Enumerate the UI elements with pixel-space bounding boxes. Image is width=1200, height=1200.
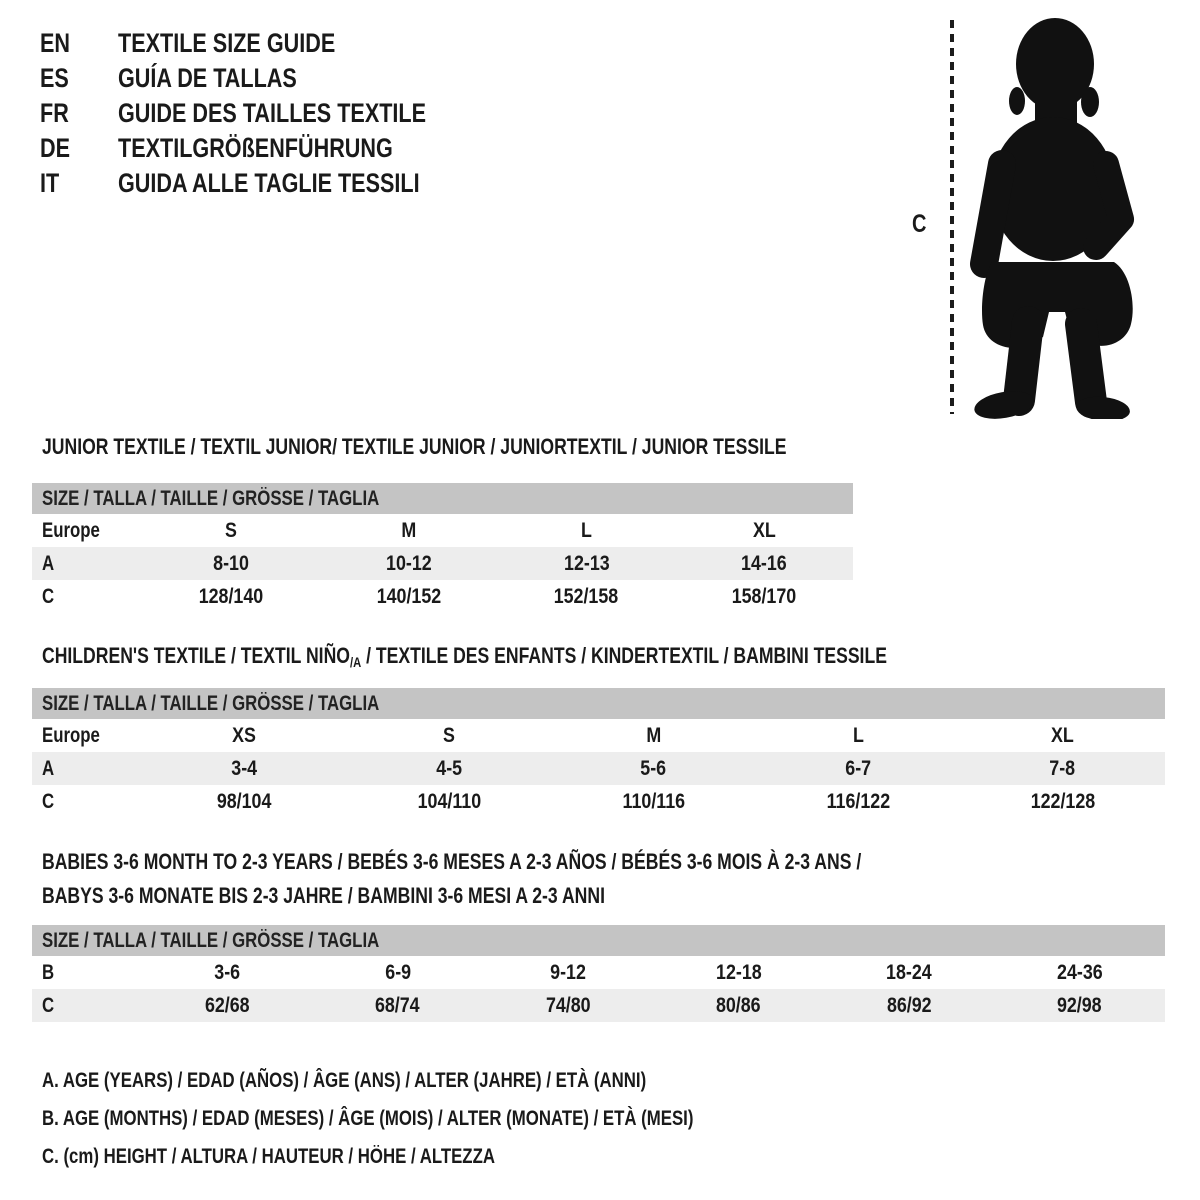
legend-line-c: C. (cm) HEIGHT / ALTURA / HAUTEUR / HÖHE / ALTEZZA <box>42 1145 495 1168</box>
size-header-label: SIZE / TALLA / TAILLE / GRÖSSE / TAGLIA <box>42 691 380 715</box>
measure-legend <box>42 1062 856 1176</box>
language-row-en <box>40 26 503 61</box>
height-cell: 104/110 <box>417 789 481 813</box>
toddler-silhouette <box>972 18 1133 419</box>
children-size-table <box>32 688 1165 818</box>
language-title: TEXTILGRÖßENFÜHRUNG <box>118 133 393 163</box>
legend-line-b: B. AGE (MONTHS) / EDAD (MESES) / ÂGE (MOIS) / ALTER (MONATE) / ETÀ (MESI) <box>42 1107 694 1130</box>
language-title: GUÍA DE TALLAS <box>118 63 297 93</box>
junior-size-table <box>32 483 853 613</box>
language-title-list <box>40 26 503 201</box>
size-cell: M <box>646 723 661 747</box>
size-header-bar <box>32 688 1165 719</box>
size-header-label: SIZE / TALLA / TAILLE / GRÖSSE / TAGLIA <box>42 928 380 952</box>
table-row-europe <box>32 514 853 547</box>
height-cell: 128/140 <box>198 584 264 608</box>
height-measure-label: C <box>912 210 927 238</box>
table-row-height <box>32 989 1165 1022</box>
height-cell: 98/104 <box>216 789 272 813</box>
size-cell: XL <box>1051 723 1075 747</box>
row-label: B <box>42 960 55 984</box>
height-cell: 116/122 <box>826 789 890 813</box>
table-row-age <box>32 752 1165 785</box>
height-cell: 158/170 <box>731 584 797 608</box>
age-cell: 10-12 <box>385 551 432 575</box>
row-label: A <box>42 756 55 780</box>
size-header-bar <box>32 925 1165 956</box>
months-cell: 6-9 <box>384 960 411 984</box>
row-label: C <box>42 789 55 813</box>
children-title-pre: CHILDREN'S TEXTILE / TEXTIL NIÑO <box>42 643 350 668</box>
age-cell: 7-8 <box>1049 756 1076 780</box>
size-header-bar <box>32 483 853 514</box>
table-row-height <box>32 580 853 613</box>
months-cell: 9-12 <box>550 960 587 984</box>
table-row-europe <box>32 719 1165 752</box>
table-row-age <box>32 547 853 580</box>
age-cell: 3-4 <box>231 756 258 780</box>
age-cell: 4-5 <box>435 756 462 780</box>
height-cell: 80/86 <box>716 993 762 1017</box>
toddler-silhouette-figure <box>940 14 1155 419</box>
age-cell: 14-16 <box>741 551 787 575</box>
height-cell: 122/128 <box>1030 789 1095 813</box>
children-title-subscript: /A <box>349 654 362 670</box>
months-cell: 24-36 <box>1056 960 1103 984</box>
size-cell: S <box>224 518 237 542</box>
size-cell: S <box>442 723 455 747</box>
height-cell: 68/74 <box>375 993 421 1017</box>
size-cell: M <box>401 518 417 542</box>
row-label: Europe <box>42 518 100 542</box>
legend-line-a: A. AGE (YEARS) / EDAD (AÑOS) / ÂGE (ANS) / ALTER (JAHRE) / ETÀ (ANNI) <box>42 1069 647 1092</box>
babies-title-line2: BABYS 3-6 MONATE BIS 2-3 JAHRE / BAMBINI 3-6 MESI A 2-3 ANNI <box>42 883 605 908</box>
language-code: EN <box>40 28 71 58</box>
children-title-post: / TEXTILE DES ENFANTS / KINDERTEXTIL / BAMBINI TESSILE <box>361 643 887 668</box>
language-row-it <box>40 166 503 201</box>
age-cell: 6-7 <box>845 756 871 780</box>
babies-section-title <box>42 845 1066 913</box>
height-cell: 110/116 <box>622 789 685 813</box>
language-row-fr <box>40 96 503 131</box>
size-cell: L <box>580 518 592 542</box>
height-cell: 92/98 <box>1057 993 1103 1017</box>
height-cell: 62/68 <box>204 993 250 1017</box>
language-code: DE <box>40 133 71 163</box>
height-cell: 74/80 <box>545 993 591 1017</box>
age-cell: 12-13 <box>563 551 610 575</box>
row-label: C <box>42 993 55 1017</box>
size-cell: L <box>852 723 864 747</box>
babies-size-table <box>32 925 1165 1022</box>
size-cell: XL <box>752 518 776 542</box>
row-label: C <box>42 584 55 608</box>
language-title: TEXTILE SIZE GUIDE <box>118 28 336 58</box>
height-cell: 140/152 <box>376 584 441 608</box>
months-cell: 18-24 <box>886 960 933 984</box>
language-row-es <box>40 61 503 96</box>
language-code: FR <box>40 98 69 128</box>
table-row-height <box>32 785 1165 818</box>
language-code: IT <box>40 168 60 198</box>
size-header-label: SIZE / TALLA / TAILLE / GRÖSSE / TAGLIA <box>42 486 380 510</box>
row-label: Europe <box>42 723 100 747</box>
table-row-months <box>32 956 1165 989</box>
children-section-title <box>42 641 1098 677</box>
babies-title-line1: BABIES 3-6 MONTH TO 2-3 YEARS / BEBÉS 3-6 MESES A 2-3 AÑOS / BÉBÉS 3-6 MOIS À 2-3 ANS / <box>42 849 862 874</box>
size-cell: XS <box>232 723 257 747</box>
language-title: GUIDA ALLE TAGLIE TESSILI <box>118 168 420 198</box>
row-label: A <box>42 551 55 575</box>
age-cell: 5-6 <box>640 756 667 780</box>
months-cell: 12-18 <box>715 960 762 984</box>
language-code: ES <box>40 63 69 93</box>
junior-section-title: JUNIOR TEXTILE / TEXTIL JUNIOR/ TEXTILE JUNIOR / JUNIORTEXTIL / JUNIOR TESSILE <box>42 434 787 459</box>
age-cell: 8-10 <box>213 551 249 575</box>
height-cell: 152/158 <box>554 584 619 608</box>
language-title: GUIDE DES TAILLES TEXTILE <box>118 98 427 128</box>
language-row-de <box>40 131 503 166</box>
months-cell: 3-6 <box>214 960 241 984</box>
height-cell: 86/92 <box>886 993 932 1017</box>
